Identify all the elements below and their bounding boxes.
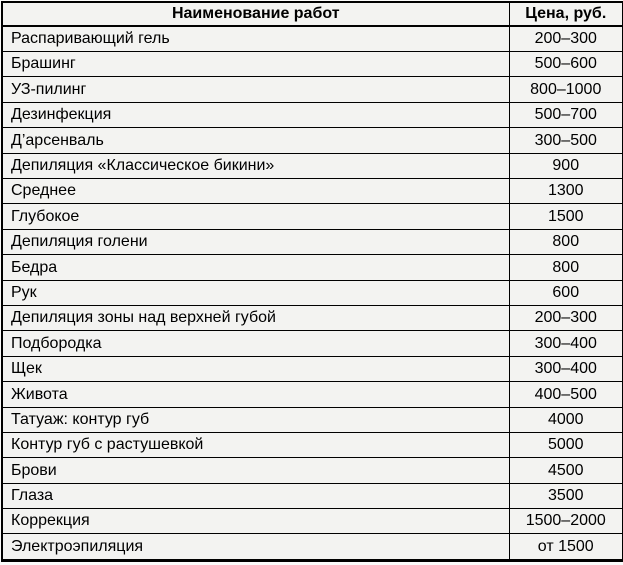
service-price: 1500 — [509, 204, 623, 229]
service-name: Электроэпиляция — [2, 534, 509, 561]
service-price: 1500–2000 — [509, 509, 623, 534]
table-row — [2, 26, 623, 52]
service-price: 900 — [509, 153, 623, 178]
table-row — [2, 77, 623, 102]
price-table-header — [2, 2, 623, 26]
service-name: Распаривающий гель — [2, 26, 509, 52]
service-price: 200–300 — [509, 26, 623, 52]
service-name: Депиляция голени — [2, 229, 509, 254]
column-header-price: Цена, руб. — [509, 2, 623, 26]
service-name: Брови — [2, 458, 509, 483]
table-row — [2, 356, 623, 381]
service-name: Среднее — [2, 179, 509, 204]
table-row — [2, 179, 623, 204]
service-name: Подбородка — [2, 331, 509, 356]
service-name: Контур губ с растушевкой — [2, 432, 509, 457]
service-price: 800–1000 — [509, 77, 623, 102]
service-price: 3500 — [509, 483, 623, 508]
table-row — [2, 153, 623, 178]
table-row — [2, 534, 623, 561]
table-row — [2, 432, 623, 457]
service-name: Живота — [2, 382, 509, 407]
service-name: Татуаж: контур губ — [2, 407, 509, 432]
service-price: 600 — [509, 280, 623, 305]
service-name: Д’арсенваль — [2, 128, 509, 153]
table-row — [2, 52, 623, 77]
table-row — [2, 102, 623, 127]
service-name: Бедра — [2, 255, 509, 280]
service-name: Глубокое — [2, 204, 509, 229]
table-row — [2, 382, 623, 407]
service-price: 500–700 — [509, 102, 623, 127]
header-row — [2, 2, 623, 26]
service-name: Депиляция зоны над верхней губой — [2, 305, 509, 330]
service-price: 800 — [509, 229, 623, 254]
table-row — [2, 128, 623, 153]
service-price: 300–400 — [509, 356, 623, 381]
service-price: 4000 — [509, 407, 623, 432]
service-price: 1300 — [509, 179, 623, 204]
table-row — [2, 483, 623, 508]
service-name: УЗ-пилинг — [2, 77, 509, 102]
service-price: 300–500 — [509, 128, 623, 153]
column-header-service-name: Наименование работ — [2, 2, 509, 26]
service-name: Брашинг — [2, 52, 509, 77]
service-name: Депиляция «Классическое бикини» — [2, 153, 509, 178]
service-price: 4500 — [509, 458, 623, 483]
service-price: 200–300 — [509, 305, 623, 330]
service-name: Коррекция — [2, 509, 509, 534]
table-row — [2, 407, 623, 432]
table-row — [2, 458, 623, 483]
table-row — [2, 204, 623, 229]
service-price: 800 — [509, 255, 623, 280]
service-price: 500–600 — [509, 52, 623, 77]
table-row — [2, 331, 623, 356]
service-name: Щек — [2, 356, 509, 381]
table-row — [2, 280, 623, 305]
table-row — [2, 229, 623, 254]
service-name: Дезинфекция — [2, 102, 509, 127]
price-table — [1, 1, 623, 562]
table-row — [2, 305, 623, 330]
price-table-body — [2, 26, 623, 561]
service-price: 5000 — [509, 432, 623, 457]
service-name: Рук — [2, 280, 509, 305]
service-price: от 1500 — [509, 534, 623, 561]
service-price: 300–400 — [509, 331, 623, 356]
table-row — [2, 255, 623, 280]
service-name: Глаза — [2, 483, 509, 508]
service-price: 400–500 — [509, 382, 623, 407]
table-row — [2, 509, 623, 534]
